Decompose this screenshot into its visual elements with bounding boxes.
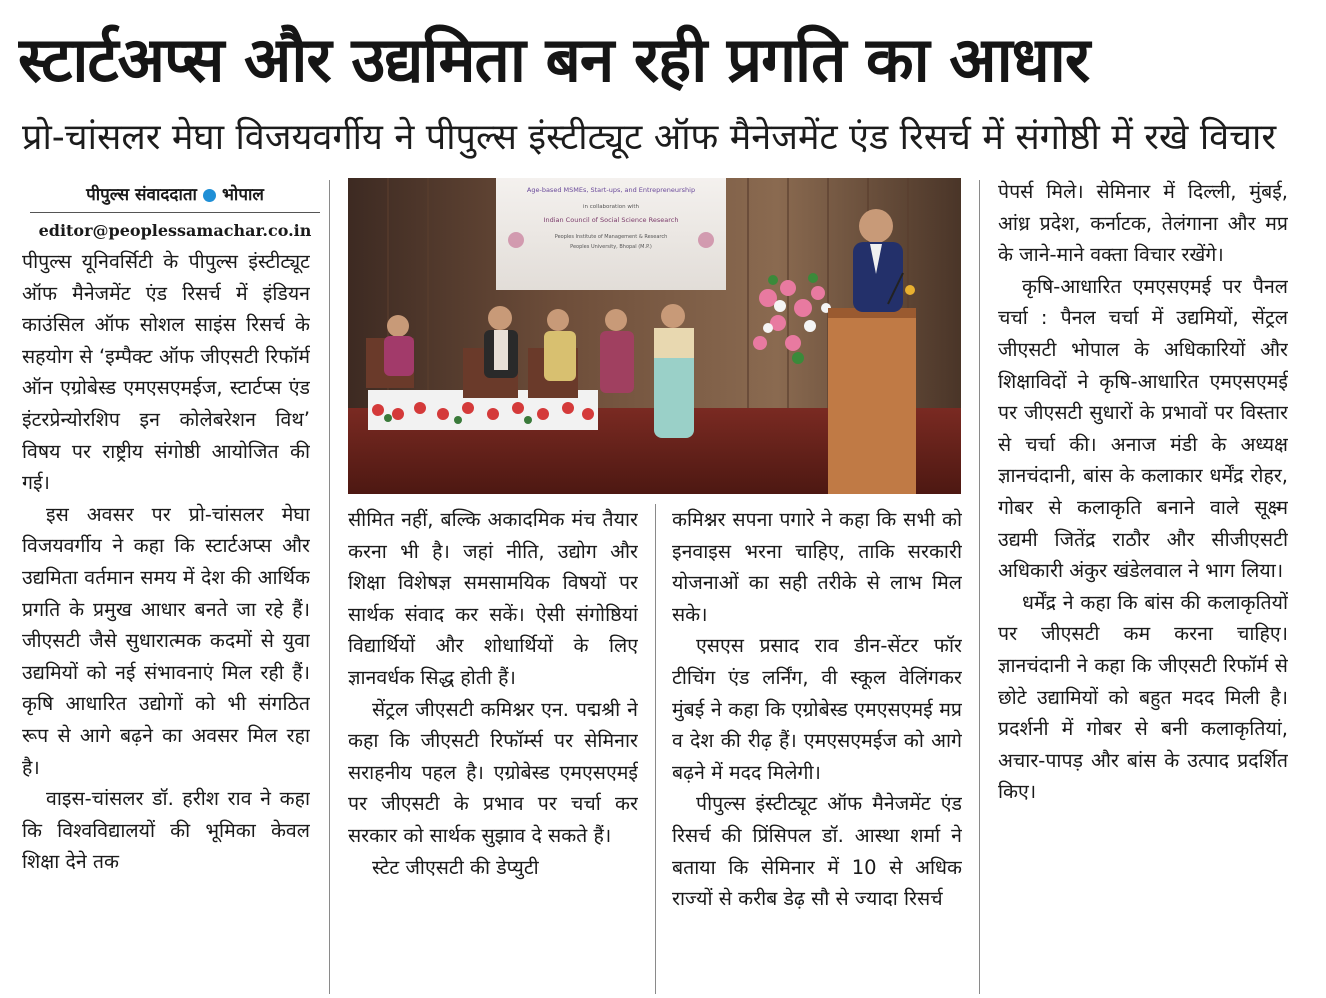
- paragraph: पीपुल्स यूनिवर्सिटी के पीपुल्स इंस्टीट्यूट ऑफ मैनेजमेंट एंड रिसर्च में इंडियन काउंसिल ऑफ सोशल साइंस रिसर्च के सहयोग से ‘इम्पैक्ट ऑफ जीएसटी रिफॉर्म ऑन एग्रोबेस्ड एमएसएमईज, स्टार्टप्स एंड इंटरप्रेन्योरशिप इन कोलेबरेशन विथ’ विषय पर राष्ट्रीय संगोष्ठी आयोजित की गई।: [22, 250, 310, 495]
- byline-dot-icon: [203, 189, 216, 202]
- article-column-2: [348, 504, 638, 994]
- paragraph: पेपर्स मिले। सेमिनार में दिल्ली, मुंबई, आंध्र प्रदेश, कर्नाटक, तेलंगाना और मप्र के जाने-माने वक्ता विचार रखेंगे।: [998, 180, 1288, 267]
- paragraph: धर्मेंद्र ने कहा कि बांस की कलाकृतियों पर जीएसटी कम करना चाहिए। ज्ञानचंदानी ने कहा कि जीएसटी रिफॉर्म से छोटे उद्यामियों को बहुत मदद मिली है। प्रदर्शनी में गोबर से बनी कलाकृतियां, अचार-पापड़ और बांस के उत्पाद प्रदर्शित किए।: [998, 590, 1288, 804]
- article-column-4: [998, 176, 1288, 994]
- article-column-3: [672, 504, 962, 994]
- paragraph: इस अवसर पर प्रो-चांसलर मेघा विजयवर्गीय ने कहा कि स्टार्टअप्स और उद्यमिता वर्तमान समय में देश की आर्थिक प्रगति के प्रमुख आधार बनते जा रहे हैं। जीएसटी जैसे सुधारात्मक कदमों से युवा उद्यमियों को नई संभावनाएं मिल रही हैं। कृषि आधारित उद्योगों को भी संगठित रूप से आगे बढ़ने का अवसर मिल रहा है।: [22, 502, 310, 779]
- paragraph: स्टेट जीएसटी की डेप्युटी: [372, 855, 539, 879]
- paragraph: सीमित नहीं, बल्कि अकादमिक मंच तैयार करना भी है। जहां नीति, उद्योग और शिक्षा विशेषज्ञ समसामयिक विषयों पर सार्थक संवाद कर सकें। ऐसी संगोष्ठियां विद्यार्थियों और शोधार्थियों के लिए ज्ञानवर्धक सिद्ध होती हैं।: [348, 508, 638, 689]
- banner-line-5: Peoples University, Bhopal (M.P.): [570, 244, 652, 250]
- paragraph: वाइस-चांसलर डॉ. हरीश राव ने कहा कि विश्वविद्यालयों की भूमिका केवल शिक्षा देने तक: [22, 787, 310, 874]
- seminar-photo-illustration: [348, 178, 961, 494]
- banner-line-4: Peoples Institute of Management & Research: [554, 234, 668, 240]
- headline: स्टार्टअप्स और उद्यमिता बन रही प्रगति का आधार: [18, 23, 1090, 96]
- byline: [30, 178, 320, 213]
- banner-line-3: Indian Council of Social Science Research: [543, 216, 679, 224]
- article-column-1: [22, 246, 310, 994]
- column-rule-1: [329, 180, 330, 994]
- byline-reporter: पीपुल्स संवाददाता: [86, 185, 197, 205]
- paragraph: एसएस प्रसाद राव डीन-सेंटर फॉर टीचिंग एंड लर्निंग, वी स्कूल वेलिंगकर मुंबई ने कहा कि एग्रोबेस्ड एमएसएमई मप्र व देश की रीढ़ हैं। एमएसएमईज को आगे बढ़ने में मदद मिलेगी।: [672, 634, 962, 784]
- podium: [828, 308, 916, 494]
- paragraph: पीपुल्स इंस्टीट्यूट ऑफ मैनेजमेंट एंड रिसर्च की प्रिंसिपल डॉ. आस्था शर्मा ने बताया कि सेमिनार में 10 से अधिक राज्यों से करीब डेढ़ सौ से ज्यादा रिसर्च: [672, 792, 962, 911]
- banner-line-2: in collaboration with: [582, 204, 640, 210]
- byline-city: भोपाल: [221, 185, 264, 205]
- paragraph: कमिश्नर सपना पगारे ने कहा कि सभी को इनवाइस भरना चाहिए, ताकि सरकारी योजनाओं का सही तरीके से लाभ मिल सके।: [672, 508, 962, 626]
- column-rule-3: [979, 180, 980, 994]
- subheadline: प्रो-चांसलर मेघा विजयवर्गीय ने पीपुल्स इंस्टीट्यूट ऑफ मैनेजमेंट एंड रिसर्च में संगोष्ठी में रखे विचार: [22, 117, 1277, 158]
- paragraph: कृषि-आधारित एमएसएमई पर पैनल चर्चा : पैनल चर्चा में उद्यमियों, सेंट्रल जीएसटी भोपाल के अधिकारियों और शिक्षाविदों ने कृषि-आधारित एमएसएमई पर जीएसटी सुधारों के प्रभावों पर विस्तार से चर्चा की। अनाज मंडी के अध्यक्ष ज्ञानचंदानी, बांस के कलाकार धर्मेंद्र रोहर, गोबर से कलाकृति बनाने वाले सूक्ष्म उद्यमी जितेंद्र राठौर और सीजीएसटी अधिकारी अंकुर खंडेलवाल ने भाग लिया।: [998, 274, 1288, 583]
- paragraph: सेंट्रल जीएसटी कमिश्नर एन. पद्मश्री ने कहा कि जीएसटी रिफॉर्म्स पर सेमिनार सराहनीय पहल है। एग्रोबेस्ड एमएसएमई पर जीएसटी के प्रभाव पर चर्चा कर सरकार को सार्थक सुझाव दे सकते हैं।: [348, 697, 638, 847]
- email-address[interactable]: editor@peoplessamachar.co.in: [38, 221, 312, 240]
- seminar-photo: [348, 178, 961, 494]
- column-rule-2: [655, 504, 656, 994]
- banner-line-1: Age-based MSMEs, Start-ups, and Entrepreneurship: [526, 186, 696, 194]
